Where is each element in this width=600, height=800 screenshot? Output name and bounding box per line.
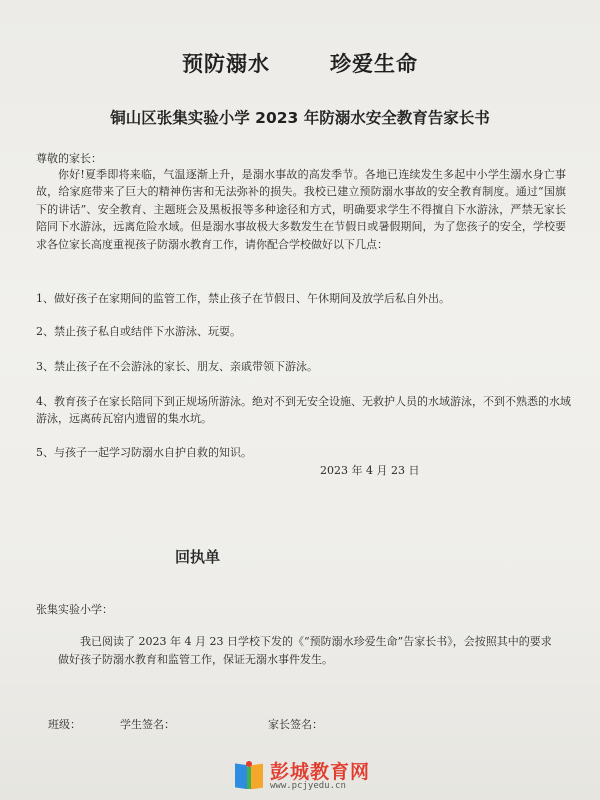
- class-field-label: 班级：: [48, 718, 81, 731]
- headline-left: 预防溺水: [182, 52, 270, 76]
- salutation: 尊敬的家长：: [36, 152, 102, 165]
- list-item-4: 4、教育孩子在家长陪同下到正规场所游泳。绝对不到无安全设施、无救护人员的水域游泳，不到不熟悉的水域游泳，远离砖瓦窑内遗留的集水坑。: [36, 395, 571, 426]
- parent-signature-label: 家长签名：: [268, 718, 323, 731]
- list-item-3: 3、禁止孩子在不会游泳的家长、朋友、亲戚带领下游泳。: [36, 360, 318, 373]
- list-item-2: 2、禁止孩子私自或结伴下水游泳、玩耍。: [36, 325, 241, 338]
- document-title: 铜山区张集实验小学 2023 年防溺水安全教育告家长书: [110, 109, 490, 127]
- watermark-name: 彭城教育网: [270, 761, 371, 783]
- watermark-url: www.pcjyedu.cn: [270, 781, 346, 791]
- receipt-addressee: 张集实验小学：: [36, 603, 113, 616]
- receipt-title: 回执单: [175, 548, 221, 566]
- intro-paragraph: 你好!夏季即将来临，气温逐渐上升，是溺水事故的高发季节。各地已连续发生多起中小学生溺水身亡事故，给家庭带来了巨大的精神伤害和无法弥补的损失。我校已建立预防溺水事故的安全教育制度。通过“国旗下的讲话”、安全教育、主题班会及黑板报等多种途径和方式，明确要求学生不得擅自下水游泳，严禁无家长陪同下水游泳，远离危险水域。但是溺水事故极大多数发生在节假日或暑假期间，为了您孩子的安全，学校要求各位家长高度重视孩子防溺水教育工作，请你配合学校做好以下几点：: [36, 168, 566, 251]
- headline-right: 珍爱生命: [330, 52, 418, 76]
- watermark-logo: [232, 755, 372, 797]
- receipt-body: 我已阅读了 2023 年 4 月 23 日学校下发的《“预防溺水珍爱生命”告家长书》，会按照其中的要求做好孩子防溺水教育和监管工作，保证无溺水事件发生。: [58, 635, 552, 666]
- book-icon: [232, 760, 266, 794]
- headline: [0, 48, 600, 78]
- list-item-5: 5、与孩子一起学习防溺水自护自救的知识。: [36, 446, 252, 459]
- letter-date: 2023 年 4 月 23 日: [320, 464, 420, 477]
- student-signature-label: 学生签名：: [120, 718, 175, 731]
- list-item-1: 1、做好孩子在家期间的监管工作，禁止孩子在节假日、午休期间及放学后私自外出。: [36, 292, 450, 305]
